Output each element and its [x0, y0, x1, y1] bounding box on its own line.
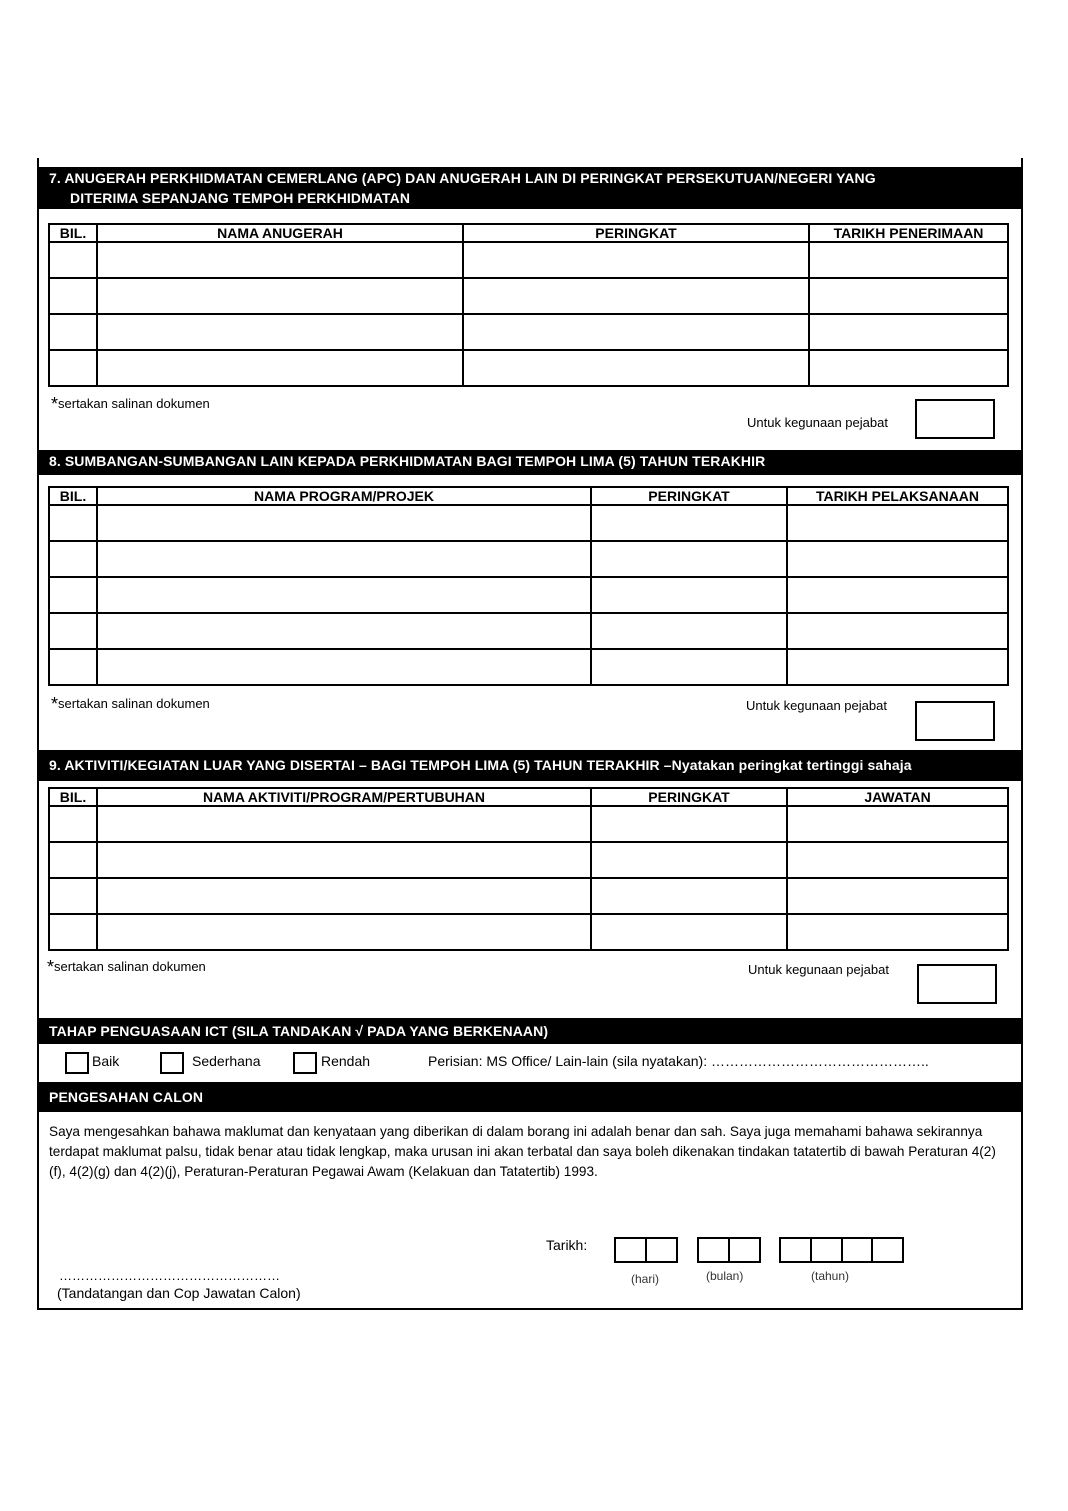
cell-input[interactable]: [463, 314, 809, 350]
cell-input[interactable]: [463, 242, 809, 278]
col-tarikh-pelaksanaan: TARIKH PELAKSANAAN: [787, 487, 1008, 505]
cell-input[interactable]: [49, 613, 97, 649]
cell-input[interactable]: [49, 878, 97, 914]
cell-input[interactable]: [809, 350, 1008, 386]
section8-header: [39, 450, 1021, 475]
section7-header: [39, 167, 1021, 209]
cell-input[interactable]: [49, 278, 97, 314]
col-bil: BIL.: [49, 487, 97, 505]
section7-office-box: [915, 399, 995, 439]
cell-input[interactable]: [97, 242, 463, 278]
date-year-boxes[interactable]: [779, 1237, 904, 1263]
cell-input[interactable]: [97, 278, 463, 314]
table-row: [49, 649, 1008, 685]
cell-input[interactable]: [591, 505, 787, 541]
section9-table: [48, 787, 1009, 951]
col-nama-aktiviti: NAMA AKTIVITI/PROGRAM/PERTUBUHAN: [97, 788, 591, 806]
cell-input[interactable]: [49, 242, 97, 278]
ict-title: TAHAP PENGUASAAN ICT (SILA TANDAKAN √ PADA YANG BERKENAAN): [49, 1023, 549, 1039]
cell-input[interactable]: [787, 577, 1008, 613]
cell-input[interactable]: [97, 577, 591, 613]
table-row: [49, 842, 1008, 878]
cell-input[interactable]: [97, 649, 591, 685]
cell-input[interactable]: [97, 842, 591, 878]
pengesahan-header: [39, 1082, 1021, 1112]
cell-input[interactable]: [591, 649, 787, 685]
col-nama-anugerah: NAMA ANUGERAH: [97, 224, 463, 242]
pengesahan-title: PENGESAHAN CALON: [49, 1089, 204, 1105]
section9-title: 9. AKTIVITI/KEGIATAN LUAR YANG DISERTAI – BAGI TEMPOH LIMA (5) TAHUN TERAKHIR –Nyatakan peringkat tertinggi sahaja: [49, 757, 912, 773]
tahun-label: (tahun): [811, 1269, 850, 1283]
cell-input[interactable]: [809, 278, 1008, 314]
date-month-boxes[interactable]: [697, 1237, 761, 1263]
section8-note: *sertakan salinan dokumen: [51, 694, 210, 714]
table-row: [49, 278, 1008, 314]
section8-title: 8. SUMBANGAN-SUMBANGAN LAIN KEPADA PERKHIDMATAN BAGI TEMPOH LIMA (5) TAHUN TERAKHIR: [49, 453, 766, 469]
section9-office-box: [917, 964, 997, 1004]
section7-title-line1: 7. ANUGERAH PERKHIDMATAN CEMERLANG (APC) DAN ANUGERAH LAIN DI PERINGKAT PERSEKUTUAN/NEGERI YANG: [49, 170, 876, 186]
cell-input[interactable]: [591, 577, 787, 613]
cell-input[interactable]: [49, 577, 97, 613]
cell-input[interactable]: [787, 878, 1008, 914]
table-header-row: [49, 487, 1008, 505]
declaration-text: Saya mengesahkan bahawa maklumat dan kenyataan yang diberikan di dalam borang ini adalah benar dan sah. Saya juga memahami bahawa sekirannya terdapat maklumat palsu, tidak benar atau tidak lengkap, maka urusan ini akan terbatal dan saya boleh dikenakan tindakan tatatertib di bawah Peraturan 4(2)(f), 4(2)(g) dan 4(2)(j), Peraturan-Peraturan Pegawai Awam (Kelakuan dan Tatatertib) 1993.: [49, 1124, 996, 1179]
cell-input[interactable]: [591, 541, 787, 577]
table-row: [49, 806, 1008, 842]
section9-header: [39, 750, 1021, 781]
cell-input[interactable]: [787, 541, 1008, 577]
cell-input[interactable]: [787, 505, 1008, 541]
col-tarikh-penerimaan: TARIKH PENERIMAAN: [809, 224, 1008, 242]
cell-input[interactable]: [787, 613, 1008, 649]
section8-table: [48, 486, 1009, 686]
cell-input[interactable]: [97, 505, 591, 541]
cell-input[interactable]: [49, 914, 97, 950]
software-field[interactable]: Perisian: MS Office/ Lain-lain (sila nyatakan): ………………………………………..: [428, 1053, 929, 1069]
cell-input[interactable]: [49, 541, 97, 577]
col-bil: BIL.: [49, 224, 97, 242]
section8-office-box: [915, 701, 995, 741]
cell-input[interactable]: [97, 878, 591, 914]
cell-input[interactable]: [591, 842, 787, 878]
cell-input[interactable]: [49, 505, 97, 541]
table-row: [49, 242, 1008, 278]
hari-label: (hari): [631, 1272, 660, 1286]
col-nama-program: NAMA PROGRAM/PROJEK: [97, 487, 591, 505]
table-row: [49, 914, 1008, 950]
cell-input[interactable]: [591, 878, 787, 914]
cell-input[interactable]: [97, 541, 591, 577]
section7-table: [48, 223, 1009, 387]
cell-input[interactable]: [49, 314, 97, 350]
section9-note: *sertakan salinan dokumen: [47, 957, 206, 977]
cell-input[interactable]: [463, 350, 809, 386]
ict-header: [39, 1018, 1021, 1044]
signature-line[interactable]: ……………………………………………: [59, 1268, 280, 1283]
table-header-row: [49, 224, 1008, 242]
sederhana-checkbox[interactable]: [160, 1052, 184, 1074]
cell-input[interactable]: [49, 842, 97, 878]
cell-input[interactable]: [809, 314, 1008, 350]
cell-input[interactable]: [97, 314, 463, 350]
section8-office-label: Untuk kegunaan pejabat: [746, 698, 887, 713]
baik-checkbox[interactable]: [65, 1052, 89, 1074]
section9-office-label: Untuk kegunaan pejabat: [748, 962, 889, 977]
table-header-row: [49, 788, 1008, 806]
section7-office-label: Untuk kegunaan pejabat: [747, 415, 888, 430]
section7-title-line2: DITERIMA SEPANJANG TEMPOH PERKHIDMATAN: [70, 190, 411, 206]
cell-input[interactable]: [49, 649, 97, 685]
table-row: [49, 613, 1008, 649]
table-row: [49, 878, 1008, 914]
cell-input[interactable]: [591, 914, 787, 950]
col-peringkat: PERINGKAT: [463, 224, 809, 242]
table-row: [49, 577, 1008, 613]
rendah-label: Rendah: [321, 1053, 371, 1069]
tarikh-label: Tarikh:: [546, 1237, 588, 1253]
cell-input[interactable]: [591, 806, 787, 842]
col-peringkat: PERINGKAT: [591, 788, 787, 806]
cell-input[interactable]: [97, 914, 591, 950]
cell-input[interactable]: [463, 278, 809, 314]
col-jawatan: JAWATAN: [787, 788, 1008, 806]
col-bil: BIL.: [49, 788, 97, 806]
cell-input[interactable]: [787, 806, 1008, 842]
cell-input[interactable]: [49, 350, 97, 386]
sederhana-label: Sederhana: [192, 1053, 261, 1069]
date-day-boxes[interactable]: [614, 1237, 678, 1263]
cell-input[interactable]: [809, 242, 1008, 278]
application-form: [37, 158, 1023, 1310]
cell-input[interactable]: [97, 350, 463, 386]
table-row: [49, 541, 1008, 577]
cell-input[interactable]: [787, 649, 1008, 685]
cell-input[interactable]: [591, 613, 787, 649]
baik-label: Baik: [92, 1053, 120, 1069]
bulan-label: (bulan): [706, 1269, 744, 1283]
rendah-checkbox[interactable]: [293, 1052, 317, 1074]
table-row: [49, 505, 1008, 541]
cell-input[interactable]: [787, 842, 1008, 878]
cell-input[interactable]: [97, 613, 591, 649]
col-peringkat: PERINGKAT: [591, 487, 787, 505]
cell-input[interactable]: [787, 914, 1008, 950]
signature-label: (Tandatangan dan Cop Jawatan Calon): [57, 1285, 301, 1301]
cell-input[interactable]: [97, 806, 591, 842]
table-row: [49, 314, 1008, 350]
cell-input[interactable]: [49, 806, 97, 842]
table-row: [49, 350, 1008, 386]
section7-note: *sertakan salinan dokumen: [51, 394, 210, 414]
